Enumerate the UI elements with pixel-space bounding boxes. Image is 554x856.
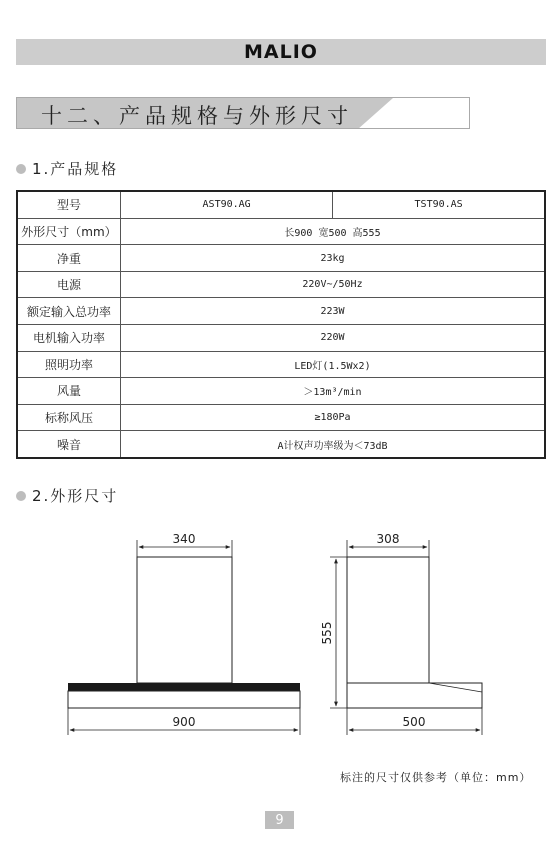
spec-label: 净重 xyxy=(17,245,121,272)
spec-label: 型号 xyxy=(17,191,121,218)
spec-value: 223W xyxy=(121,298,546,325)
spec-value: TST90.AS xyxy=(333,191,545,218)
front-glass-panel xyxy=(68,683,300,691)
spec-value: 220V~/50Hz xyxy=(121,271,546,298)
dimensions-heading-text: 2.外形尺寸 xyxy=(32,487,119,505)
front-hood-body xyxy=(68,691,300,708)
spec-label: 照明功率 xyxy=(17,351,121,378)
specs-heading-text: 1.产品规格 xyxy=(32,160,119,178)
spec-value: 长900 宽500 高555 xyxy=(121,218,546,245)
side-bottom-width-label: 500 xyxy=(402,715,426,729)
spec-label: 标称风压 xyxy=(17,404,121,431)
side-hood-body xyxy=(347,683,482,708)
spec-value: 23kg xyxy=(121,245,546,272)
front-chimney xyxy=(137,557,232,683)
brand-logo: MALIO xyxy=(244,41,318,63)
side-top-width-label: 308 xyxy=(376,532,400,546)
front-top-width-label: 340 xyxy=(172,532,196,546)
side-height-label: 555 xyxy=(320,621,334,645)
front-bottom-width-label: 900 xyxy=(172,715,196,729)
spec-value: ＞13m³/min xyxy=(121,378,546,405)
spec-label: 风量 xyxy=(17,378,121,405)
spec-value: AST90.AG xyxy=(121,191,333,218)
section-title: 十二、产品规格与外形尺寸 xyxy=(41,104,353,128)
page-number: 9 xyxy=(265,811,294,829)
side-chimney xyxy=(347,557,429,683)
side-view xyxy=(320,532,482,735)
dimension-note: 标注的尺寸仅供参考（单位：mm） xyxy=(340,771,532,784)
spec-label: 电机输入功率 xyxy=(17,324,121,351)
spec-label: 额定输入总功率 xyxy=(17,298,121,325)
front-view xyxy=(68,532,300,735)
spec-value: 220W xyxy=(121,324,546,351)
spec-value: A计权声功率级为＜73dB xyxy=(121,431,546,458)
spec-label: 噪音 xyxy=(17,431,121,458)
spec-label: 电源 xyxy=(17,271,121,298)
spec-value: ≥180Pa xyxy=(121,404,546,431)
spec-label: 外形尺寸（mm） xyxy=(17,218,121,245)
spec-value: LED灯(1.5Wx2) xyxy=(121,351,546,378)
